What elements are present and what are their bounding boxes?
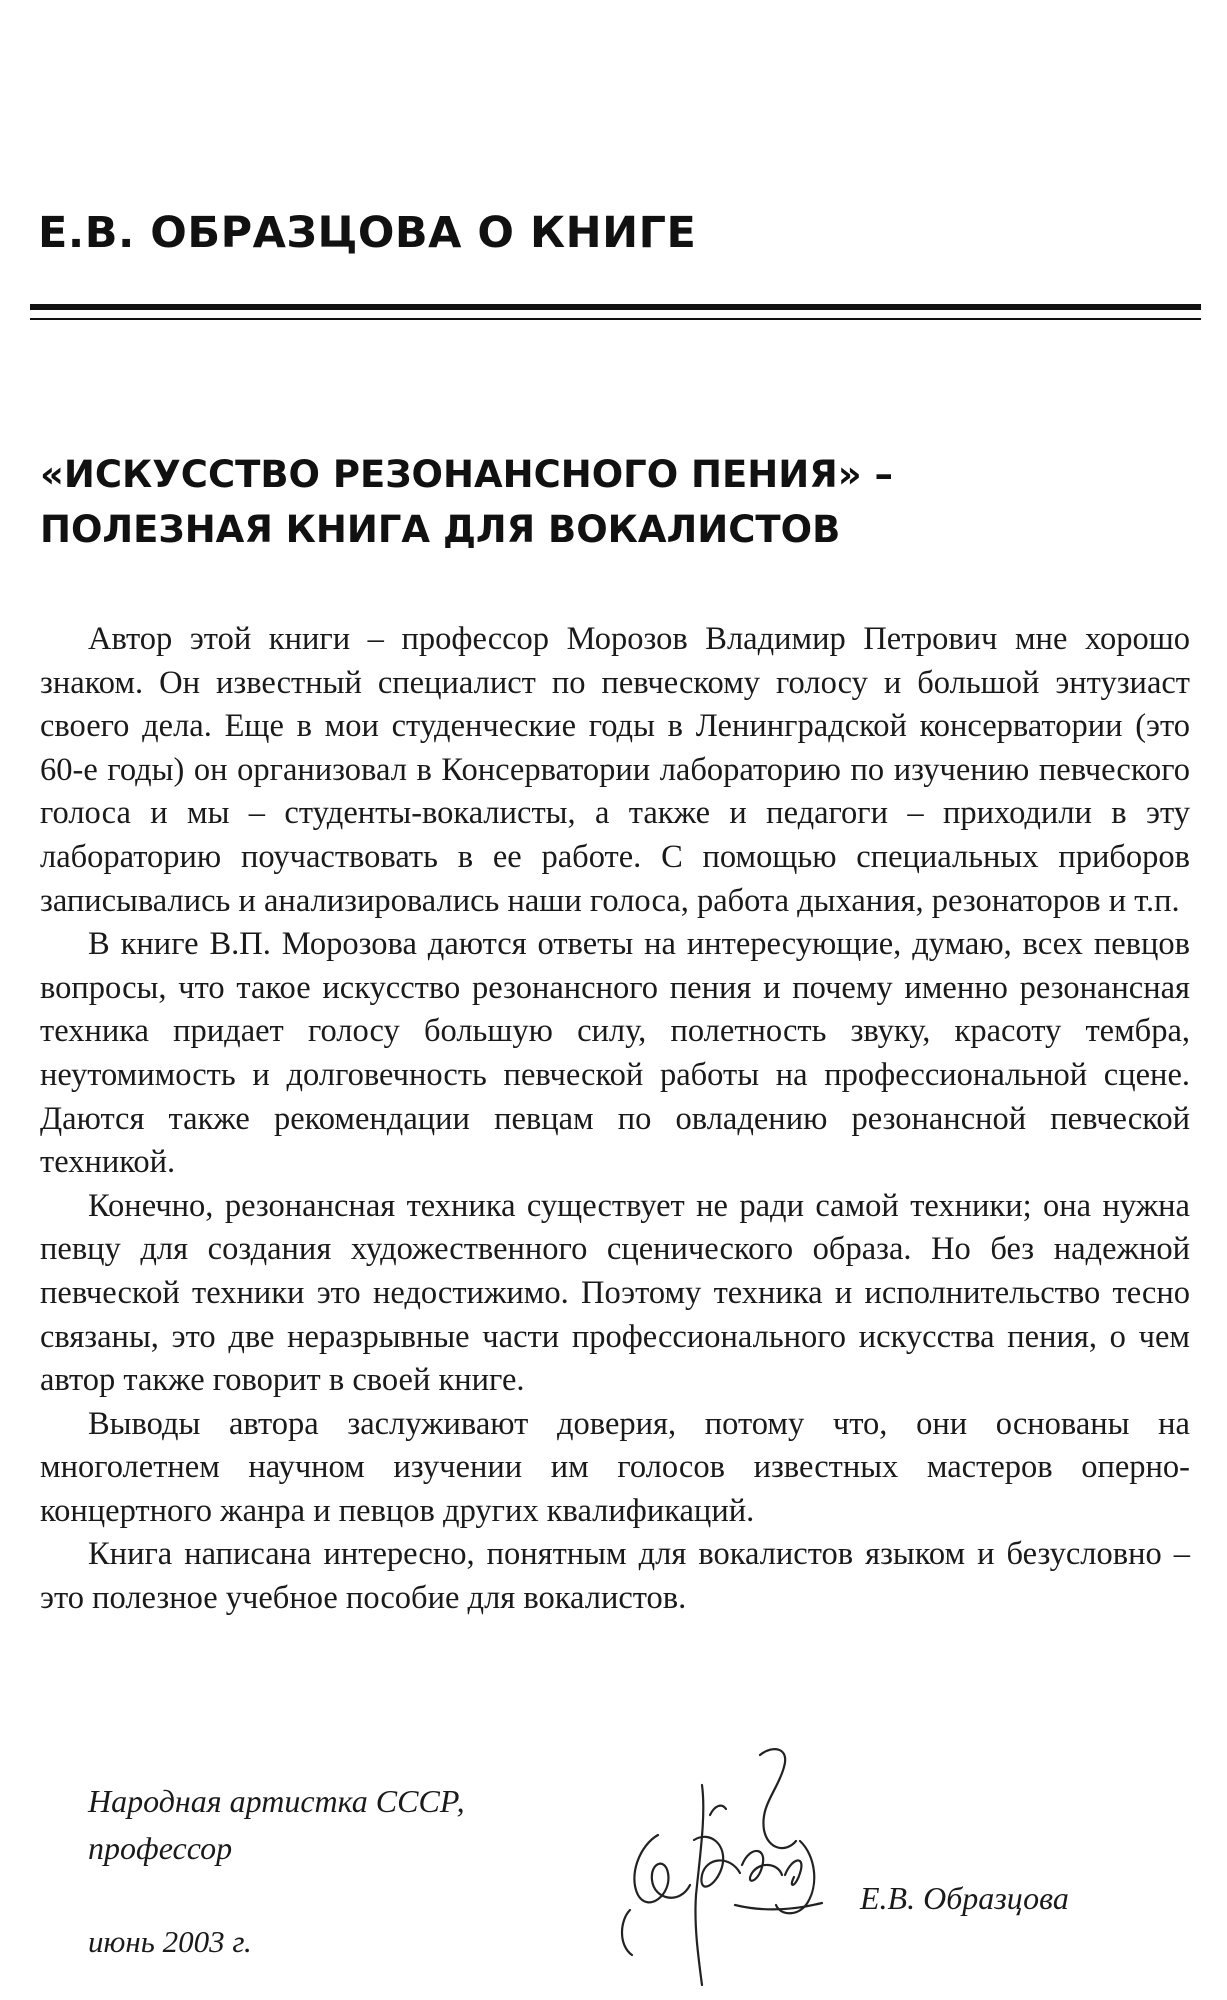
article-heading-line-1: «ИСКУССТВО РЕЗОНАНСНОГО ПЕНИЯ» – <box>40 453 894 496</box>
signer-title <box>88 1778 465 1872</box>
signer-title-line-2: профессор <box>88 1830 233 1866</box>
paragraph-4: Выводы автора заслуживают доверия, потому что, они основаны на многолетнем научном изучении им голосов известных мастеров оперно-концертного жанра и певцов других квалификаций. <box>40 1405 1190 1529</box>
article-body <box>40 618 1190 1621</box>
title-rule-thin <box>30 318 1201 320</box>
paragraph-5: Книга написана интересно, понятным для вокалистов языком и безусловно – это полезное учебное пособие для вокалистов. <box>40 1536 1190 1617</box>
title-rule-thick <box>30 304 1201 310</box>
article-heading-line-2: ПОЛЕЗНАЯ КНИГА ДЛЯ ВОКАЛИСТОВ <box>40 508 841 551</box>
article-heading <box>40 447 893 557</box>
section-title: Е.В. ОБРАЗЦОВА О КНИГЕ <box>38 208 697 258</box>
paragraph-1: Автор этой книги – профессор Морозов Владимир Петрович мне хорошо знаком. Он известный специалист по певческому голосу и большой энтузиаст своего дела. Еще в мои студенческие годы в Ленинградской консерватории (это 60-е годы) он организовал в Консерватории лабораторию по изучению певческого голоса и мы – студенты-вокалисты, а также и педагоги – приходили в эту лабораторию поучаствовать в ее работе. С помощью специальных приборов записывались и анализировались наши голоса, работа дыхания, резонаторов и т.п. <box>40 621 1190 919</box>
handwritten-signature <box>610 1745 850 1990</box>
paragraph-3: Конечно, резонансная техника существует не ради самой техники; она нужна певцу для создания художественного сценического образа. Но без надежной певческой техники это недостижимо. Поэтому техника и исполнительство тесно связаны, это две неразрывные части профессионального искусства пения, о чем автор также говорит в своей книге. <box>40 1187 1190 1399</box>
signature-date: июнь 2003 г. <box>88 1924 252 1959</box>
signer-title-line-1: Народная артистка СССР, <box>88 1783 465 1819</box>
paragraph-2: В книге В.П. Морозова даются ответы на интересующие, думаю, всех певцов вопросы, что такое искусство резонансного пения и почему именно резонансная техника придает голосу большую силу, полетность звуку, красоту тембра, неутомимость и долговечность певческой работы на профессиональной сцене. Даются также рекомендации певцам по овладению резонансной певческой техникой. <box>40 926 1190 1181</box>
signer-name: Е.В. Образцова <box>860 1880 1069 1916</box>
